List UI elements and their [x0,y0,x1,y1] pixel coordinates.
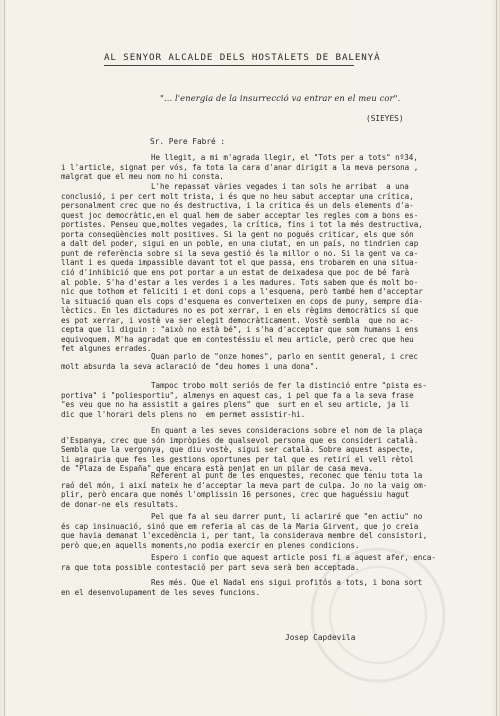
epigraph-quote: "... l'energia de la insurrecció va entrar en el meu cor". [160,93,401,103]
paragraph-line: llant i es queda impassible davant tot el que passa, ens trobarem en una situa- [61,258,419,268]
paragraph-line: quest joc democràtic,en el qual hem de saber acceptar les regles com a bons es- [61,210,419,220]
paragraph-line: conclusió, i per cert molt trista, i és que no heu sabut acceptar una crítica, [61,191,414,201]
paragraph-line: en el desenvolupament de les seves funcions. [61,587,260,597]
paragraph-line: molt absurda la seva aclaració de "deu homes i una dona". [61,361,319,371]
paragraph-line: Espero i confio que aquest article posi fi a aquest afer, enca- [151,553,436,562]
paragraph-line: fet algunes errades. [61,344,152,354]
paragraph-line: Sembla que la vergonya, que diu vostè, sigui ser català. Sobre aquest aspecte, [61,445,414,455]
paragraph-line: raó del món, i així mateix he d'acceptar la meva part de culpa. Jo no la vaig om- [61,480,428,490]
paragraph-line: de "Plaza de España" que encara està penjat en un pilar de casa meva. [61,464,374,474]
paragraph-line: punt de referència sobre si la seva gestió és la millor o no. Si la gent va ca- [61,248,419,258]
paragraph-line: Tampoc trobo molt seriós de fer la distinció entre "pista es- [151,381,427,390]
paragraph-line: malgrat que el meu nom no hi consta. [61,172,224,182]
paragraph-line: i l'article, signat per vós, fa tota la cara d'anar dirigit a la meva persona , [61,162,419,172]
page-edge-left [4,0,5,716]
paragraph-line: la situació quan els cops d'esquena es converteixen en cops de puny, sempre dia- [61,296,423,306]
paragraph-line: que havia demanat l'excedència i, per tant, la considerava membre del consistori, [61,531,428,541]
signature: Josep Capdevila [285,633,356,642]
paragraph-line: dic que l'horari dels plens no em permet assistir-hi. [61,409,306,419]
paragraph-line: "es veu que no ha assistit a gaires plens" que surt en el seu article, ja li [61,400,410,410]
paragraph-line: portistes. Penseu que,moltes vegades, la crítica, fins i tot la més destructiva, [61,220,423,230]
paragraph-line: és cap insinuació, sinó que em referia al cas de la Maria Girvent, que jo creia [61,521,419,531]
letter-heading: AL SENYOR ALCALDE DELS HOSTALETS DE BALENYÀ [104,52,381,63]
paragraph-line: L'he repassat vàries vegades i tan sols he arribat a una [151,182,409,191]
paragraph-line: Pel que fa al seu darrer punt, li aclariré que "en actiu" no [151,512,423,521]
salutation: Sr. Pere Fabré : [150,137,226,146]
paragraph-line: portiva" i "poliesportiu", almenys en aquest cas, i pel que fa a la seva frase [61,390,414,400]
paragraph-line: però que,en aquells moments,no podia exercir en plenes condicions. [61,540,360,550]
paragraph-line: nic que tothom et feliciti i et doni cops a l'esquena, però també hem d'acceptar [61,287,423,297]
paragraph-line: cepta que li diguin : "això no està bé", i s'ha d'acceptar que som humans i ens [61,325,419,335]
paragraph-line: He llegit, a mi m'agrada llegir, el "Tots per a tots" nº34, [151,153,418,162]
paragraph-line: es pot xerrar, i vostè va ser elegit democràticament. Vostè sembla que no ac- [61,315,414,325]
paragraph-line: a dalt del poder, sigui en un poble, en una ciutat, en un país, no tindrien cap [61,239,419,249]
paragraph-line: d'Espanya, crec que són impròpies de qualsevol persona que es consideri català. [61,435,419,445]
paragraph-line: plir, però encara que només l'omplissin 16 persones, crec que haguéssiu hagut [61,490,410,500]
paragraph-line: de donar-ne els resultats. [61,499,179,509]
paragraph-line: ció d'inhibició que ens pot portar a un estat de deixadesa que poc de bé farà [61,267,410,277]
paragraph-line: Res més. Que el Nadal ens sigui profitós a tots, i bona sort [151,578,423,587]
paragraph-line: porta conseqüències molt positives. Si la gent no pogués criticar, els que són [61,229,414,239]
paragraph-line: ra que tota possible contestació per part seva serà ben acceptada. [61,562,360,572]
paragraph-line: lèctics. En les dictadures no es pot xerrar, i en els règims democràtics sí que [61,306,419,316]
paragraph-line: al poble. S'ha d'estar a les verdes i a les madures. Tots sabem que és molt bo- [61,277,419,287]
paragraph-line: Referent al punt de les enquestes, reconec que teniu tota la [151,471,423,480]
epigraph-source: (SIEYES) [366,114,404,123]
paragraph-line: li agrairia que fes les gestions oportunes per tal que es retirí el vell rètol [61,454,414,464]
paragraph-line: equivoquem. M'ha agradat que em contestéssiu el meu article, però crec que heu [61,334,414,344]
paragraph-line: Quan parlo de "onze homes", parlo en sentit general, i crec [151,352,418,361]
page-edge-right [496,0,497,716]
paragraph-line: En quant a les seves consideracions sobre el nom de la plaça [151,426,423,435]
heading-underline [104,65,354,66]
paragraph-line: personalment crec que no és destructiva, i la crítica és un dels elements d'a- [61,201,414,211]
